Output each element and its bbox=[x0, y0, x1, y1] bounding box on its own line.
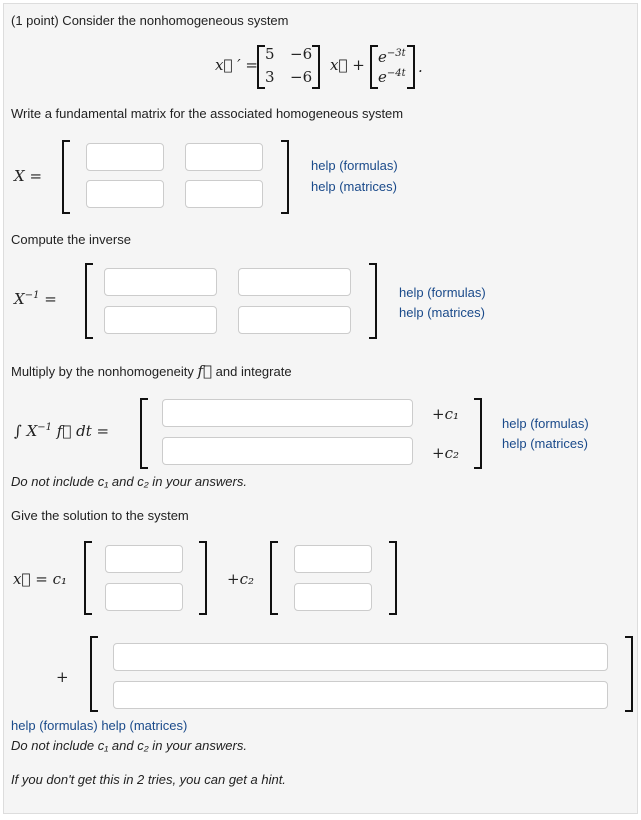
help-formulas-link[interactable]: help (formulas) bbox=[11, 718, 98, 733]
step3-note: Do not include c₁ and c₂ in your answers. bbox=[11, 474, 247, 489]
inverse-matrix-input-11[interactable] bbox=[104, 268, 217, 296]
integral-input-1[interactable] bbox=[162, 399, 413, 427]
help-matrices-link[interactable]: help (matrices) bbox=[101, 718, 188, 733]
integral-input-2[interactable] bbox=[162, 437, 413, 465]
equation-lhs: x⃗ ′ = bbox=[215, 56, 258, 74]
help-matrices-link[interactable]: help (matrices) bbox=[502, 436, 588, 451]
matrix-entry: −6 bbox=[290, 45, 313, 63]
step3-label: ∫ $X^{-1}$ f⃗ dt = bbox=[14, 422, 110, 440]
inverse-matrix-input-21[interactable] bbox=[104, 306, 217, 334]
help-formulas-link[interactable]: help (formulas) bbox=[399, 285, 486, 300]
solution-vector2-input-1[interactable] bbox=[294, 545, 372, 573]
constant-c2: +c₂ bbox=[227, 570, 254, 588]
matrix-entry: 5 bbox=[265, 45, 275, 63]
constant-c1: +c₁ bbox=[432, 405, 459, 423]
forcing-exponent: −4t bbox=[386, 68, 406, 79]
step4-label: x⃗ = c₁ bbox=[13, 570, 67, 588]
solution-vector1-input-1[interactable] bbox=[105, 545, 183, 573]
step4-note: Do not include c₁ and c₂ in your answers. bbox=[11, 738, 247, 753]
help-matrices-link[interactable]: help (matrices) bbox=[399, 305, 485, 320]
forcing-entry: e bbox=[378, 48, 387, 66]
fundamental-matrix-input-12[interactable] bbox=[185, 143, 263, 171]
equation-mid: x⃗ + bbox=[330, 56, 365, 74]
problem-intro: (1 point) Consider the nonhomogeneous system bbox=[11, 13, 289, 28]
inverse-matrix-input-22[interactable] bbox=[238, 306, 351, 334]
hint-text: If you don't get this in 2 tries, you can get a hint. bbox=[11, 772, 286, 787]
matrix-entry: 3 bbox=[265, 68, 275, 86]
step4-prompt: Give the solution to the system bbox=[11, 508, 189, 523]
fundamental-matrix-input-22[interactable] bbox=[185, 180, 263, 208]
solution-vector2-input-2[interactable] bbox=[294, 583, 372, 611]
particular-solution-input-2[interactable] bbox=[113, 681, 608, 709]
help-formulas-link[interactable]: help (formulas) bbox=[502, 416, 589, 431]
help-formulas-link[interactable]: help (formulas) bbox=[311, 158, 398, 173]
help-links bbox=[11, 718, 187, 733]
equation-period: . bbox=[418, 58, 423, 76]
step2-label: $X^{-1}$ = bbox=[14, 290, 57, 308]
step1-prompt: Write a fundamental matrix for the associated homogeneous system bbox=[11, 106, 404, 121]
fundamental-matrix-input-11[interactable] bbox=[86, 143, 164, 171]
constant-c2: +c₂ bbox=[432, 444, 459, 462]
solution-vector1-input-2[interactable] bbox=[105, 583, 183, 611]
plus-sign: + bbox=[56, 668, 69, 686]
matrix-entry: −6 bbox=[290, 68, 313, 86]
help-matrices-link[interactable]: help (matrices) bbox=[311, 179, 397, 194]
fundamental-matrix-input-21[interactable] bbox=[86, 180, 164, 208]
step2-prompt: Compute the inverse bbox=[11, 232, 131, 247]
forcing-exponent: −3t bbox=[386, 48, 406, 59]
step1-label: X = bbox=[14, 167, 43, 185]
forcing-entry: e bbox=[378, 68, 387, 86]
inverse-matrix-input-12[interactable] bbox=[238, 268, 351, 296]
particular-solution-input-1[interactable] bbox=[113, 643, 608, 671]
step3-prompt: Multiply by the nonhomogeneity f⃗ and integrate bbox=[11, 362, 292, 380]
